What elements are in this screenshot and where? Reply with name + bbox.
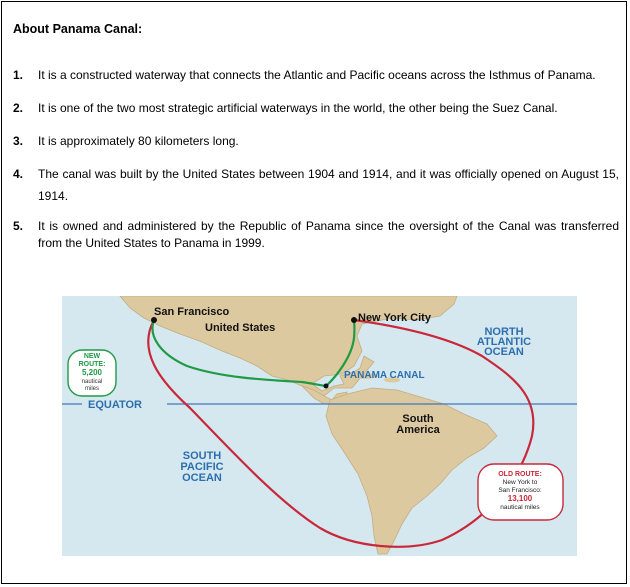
list-item-text: It is a constructed waterway that connects the Atlantic and Pacific oceans across the Isthmus of Panama. <box>38 68 596 82</box>
list-item: 1. It is a constructed waterway that connects the Atlantic and Pacific oceans across the Isthmus of Panama. <box>13 68 596 82</box>
old-route-line-3: San Francisco: <box>498 487 542 494</box>
old-route-line-1: OLD ROUTE: <box>498 471 542 478</box>
label-panama-canal: PANAMA CANAL <box>344 370 425 381</box>
panama-canal-marker <box>324 384 329 389</box>
list-item-text: The canal was built by the United States between 1904 and 1914, and it was officially opened on August 15, 1914. <box>38 167 619 203</box>
new-route-line-4: nautical <box>81 379 103 385</box>
label-north-atlantic-3: OCEAN <box>484 346 524 358</box>
list-item: 5. It is owned and administered by the Republic of Panama since the oversight of the Canal was transferred from the United States to Panama in 1999. <box>13 219 619 250</box>
list-item-text: It is approximately 80 kilometers long. <box>38 134 239 148</box>
label-south-pacific-2: PACIFIC <box>180 461 224 473</box>
label-north-atlantic-2: ATLANTIC <box>476 336 532 348</box>
label-san-francisco: San Francisco <box>154 306 230 318</box>
label-south-pacific-3: OCEAN <box>182 472 222 484</box>
label-united-states: United States <box>205 322 276 334</box>
new-york-marker <box>351 317 357 323</box>
list-item: 3. It is approximately 80 kilometers long. <box>13 134 239 148</box>
new-route-line-2: ROUTE: <box>78 361 106 368</box>
document-title: About Panama Canal: <box>13 22 143 36</box>
old-route-line-4: 13,100 <box>507 494 533 503</box>
label-south-america-2: America <box>396 424 440 436</box>
panama-canal-route-map <box>62 296 577 556</box>
list-item-text: It is one of the two most strategic artificial waterways in the world, the other being the Suez Canal. <box>38 101 558 115</box>
new-route-line-3: 5,200 <box>81 368 103 377</box>
new-route-line-5: miles <box>84 386 100 392</box>
list-item-text: It is owned and administered by the Republic of Panama since the oversight of the Canal was transferred from the United States to Panama in 1999. <box>38 219 619 250</box>
old-route-line-5: nautical miles <box>500 504 540 511</box>
label-south-america-1: South <box>402 413 434 425</box>
label-south-pacific-1: SOUTH <box>182 450 222 462</box>
old-route-line-2: New York to <box>502 479 538 486</box>
facts-list <box>13 64 619 252</box>
label-equator: EQUATOR <box>88 399 142 411</box>
document-frame <box>1 1 627 584</box>
list-item: 4. The canal was built by the United States between 1904 and 1914, and it was officially opened on August 15, 1914. <box>13 167 619 203</box>
label-new-york: New York City <box>358 312 431 324</box>
label-north-atlantic-1: NORTH <box>484 326 524 338</box>
list-item: 2. It is one of the two most strategic artificial waterways in the world, the other being the Suez Canal. <box>13 101 558 115</box>
new-route-line-1: NEW <box>83 353 101 360</box>
